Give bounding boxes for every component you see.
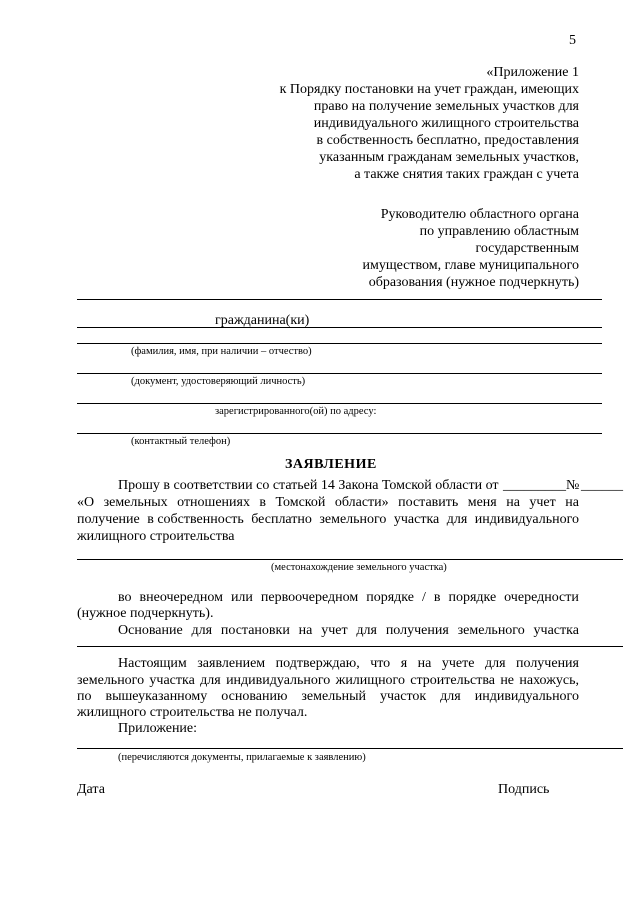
confirm-text-line1 <box>118 656 579 672</box>
word: в собственность <box>147 512 244 527</box>
appendix-line: указанным гражданам земельных участков, <box>319 150 579 165</box>
word: первоочередном <box>260 590 359 605</box>
word: участка <box>149 673 195 688</box>
word: земельного <box>77 673 145 688</box>
word: для <box>484 656 506 671</box>
word: подтверждаю, <box>275 656 360 671</box>
attachment-hint: (перечисляются документы, прилагаемые к заявлению) <box>118 752 366 763</box>
word: для <box>200 673 221 688</box>
name-fill-line[interactable] <box>77 343 602 344</box>
word: основанию <box>221 689 288 704</box>
date-blank[interactable]: _________ <box>503 478 566 493</box>
word: участка <box>393 512 440 527</box>
confirm-text-line4: жилищного строительства не получал. <box>77 705 308 720</box>
id-document-hint: (документ, удостоверяющий личность) <box>131 376 306 387</box>
citizen-label: гражданина(ки) <box>215 313 310 328</box>
document-title: ЗАЯВЛЕНИЕ <box>285 457 377 472</box>
word: порядке <box>366 590 414 605</box>
id-document-fill-line[interactable] <box>77 373 602 374</box>
basis-fill-line[interactable] <box>77 646 623 647</box>
addressee-line: государственным <box>475 241 579 256</box>
word: на <box>565 495 579 510</box>
order-text-line2: (нужное подчеркнуть). <box>77 606 214 621</box>
word: постановки <box>220 623 290 638</box>
request-text-line4: жилищного строительства <box>77 529 235 544</box>
word: учет <box>321 623 348 638</box>
word: индивидуального <box>474 512 579 527</box>
word: нахожусь, <box>519 673 579 688</box>
signature-label: Подпись <box>498 782 550 797</box>
addressee-line: по управлению областным <box>419 224 579 239</box>
name-hint: (фамилия, имя, при наличии – отчество) <box>131 346 312 357</box>
attachment-fill-line[interactable] <box>77 748 623 749</box>
citizen-fill-line[interactable] <box>77 327 602 328</box>
confirm-text-line2 <box>77 673 579 689</box>
word: на <box>417 656 432 671</box>
word: земельного <box>319 512 387 527</box>
word: получение <box>77 512 140 527</box>
word: внеочередном <box>139 590 223 605</box>
word: индивидуального <box>226 673 331 688</box>
appendix-line: в собственность бесплатно, предоставления <box>316 133 579 148</box>
confirm-text-line3 <box>77 689 579 705</box>
word: земельного <box>457 623 525 638</box>
request-text-line2 <box>77 495 579 511</box>
word: для <box>446 512 468 527</box>
word: я <box>400 656 408 671</box>
word: не <box>500 673 515 688</box>
word: на <box>298 623 313 638</box>
word: Настоящим <box>118 656 187 671</box>
word: для <box>191 623 213 638</box>
word: во <box>118 590 132 605</box>
appendix-line: индивидуального жилищного строительства <box>313 116 579 131</box>
order-text-line1 <box>118 590 579 606</box>
word: бесплатно <box>251 512 312 527</box>
attachment-label: Приложение: <box>118 721 198 736</box>
date-label: Дата <box>77 782 105 797</box>
word: в <box>433 590 441 605</box>
word: очередности <box>504 590 579 605</box>
number-sign: № <box>566 478 580 493</box>
request-text-line3 <box>77 512 579 528</box>
location-hint: (местонахождение земельного участка) <box>271 562 447 573</box>
location-fill-line[interactable] <box>77 559 623 560</box>
word: поставить <box>398 495 459 510</box>
word: Основание <box>118 623 183 638</box>
word: земельный <box>301 689 366 704</box>
addressee-line: Руководителю областного органа <box>380 207 579 222</box>
appendix-line: право на получение земельных участков для <box>313 99 579 114</box>
appendix-line: а также снятия таких граждан с учета <box>354 167 579 182</box>
word: области» <box>334 495 389 510</box>
phone-hint: (контактный телефон) <box>131 436 231 447</box>
word: в <box>259 495 267 510</box>
word: / <box>421 590 426 605</box>
word: отношениях <box>177 495 250 510</box>
word: «О <box>77 495 95 510</box>
word: получения <box>516 656 579 671</box>
word: учете <box>441 656 475 671</box>
word: для <box>440 689 461 704</box>
word: учет <box>529 495 556 510</box>
request-text-line1: Прошу в соответствии со статьей 14 Закона Томской области от <box>118 478 499 493</box>
appendix-line: к Порядку постановки на учет граждан, имеющих <box>279 82 579 97</box>
word: участок <box>379 689 427 704</box>
number-blank[interactable]: ______ <box>581 478 623 493</box>
applicant-fill-line[interactable] <box>77 299 602 300</box>
word: земельных <box>103 495 168 510</box>
word: для <box>356 623 377 638</box>
address-top-line[interactable] <box>77 403 602 404</box>
word: индивидуального <box>474 689 579 704</box>
word: жилищного <box>335 673 405 688</box>
word: участка <box>533 623 579 638</box>
word: меня <box>467 495 497 510</box>
addressee-line: образования (нужное подчеркнуть) <box>368 275 579 290</box>
word: на <box>506 495 520 510</box>
page-number: 5 <box>569 33 576 48</box>
word: порядке <box>448 590 497 605</box>
basis-text <box>118 623 579 639</box>
word: получения <box>385 623 449 638</box>
word: или <box>230 590 253 605</box>
word: что <box>370 656 391 671</box>
phone-fill-line[interactable] <box>77 433 602 434</box>
addressee-line: имуществом, главе муниципального <box>362 258 579 273</box>
word: Томской <box>275 495 326 510</box>
word: вышеуказанному <box>105 689 208 704</box>
word: заявлением <box>197 656 266 671</box>
word: по <box>77 689 92 704</box>
word: строительства <box>410 673 495 688</box>
appendix-line: «Приложение 1 <box>486 65 579 80</box>
address-label: зарегистрированного(ой) по адресу: <box>215 406 377 417</box>
